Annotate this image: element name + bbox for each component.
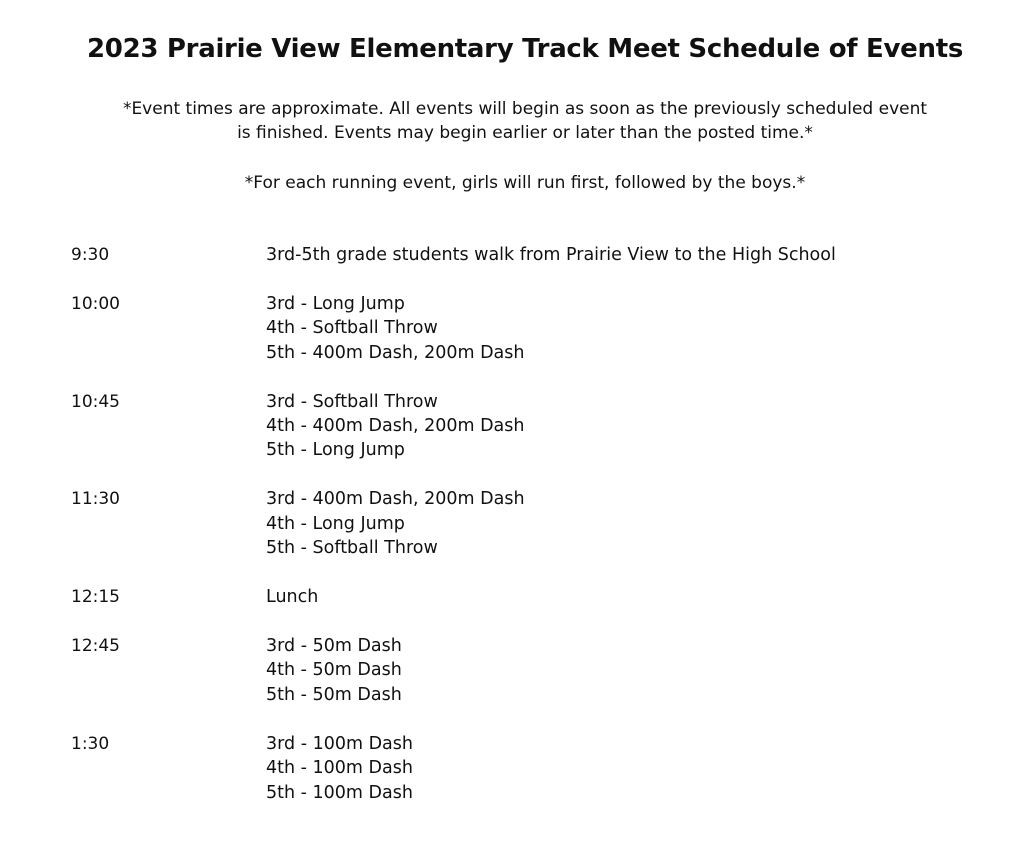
- event-item: 3rd - 50m Dash: [266, 635, 402, 656]
- slot-events: [266, 634, 971, 707]
- page-title: 2023 Prairie View Elementary Track Meet Schedule of Events: [87, 34, 963, 64]
- event-item: 3rd - Softball Throw: [266, 391, 438, 412]
- event-item: 5th - Softball Throw: [266, 538, 438, 559]
- timing-note-line-2: is finished. Events may begin earlier or later than the posted time.*: [237, 123, 813, 143]
- timing-note-line-1: *Event times are approximate. All events will begin as soon as the previously scheduled event: [122, 99, 928, 119]
- slot-events: [266, 292, 971, 365]
- schedule-slot: [71, 634, 971, 707]
- event-item: Lunch: [266, 587, 319, 608]
- schedule-slot: [71, 487, 971, 560]
- event-item: 3rd - 400m Dash, 200m Dash: [266, 489, 525, 510]
- schedule-list: [71, 243, 971, 829]
- event-item: 4th - 100m Dash: [266, 758, 413, 779]
- timing-note: [60, 97, 990, 145]
- slot-time: 10:45: [71, 391, 120, 412]
- slot-events: [266, 585, 971, 609]
- event-item: 5th - 100m Dash: [266, 782, 413, 803]
- slot-time: 9:30: [71, 245, 110, 265]
- event-item: 5th - 400m Dash, 200m Dash: [266, 342, 525, 363]
- schedule-slot: [71, 585, 971, 609]
- event-item: 3rd - 100m Dash: [266, 733, 413, 754]
- event-item: 5th - Long Jump: [266, 440, 405, 461]
- event-item: 4th - 50m Dash: [266, 660, 402, 681]
- event-item: 3rd - Long Jump: [266, 293, 405, 314]
- schedule-slot: [71, 732, 971, 805]
- event-item: 3rd-5th grade students walk from Prairie View to the High School: [266, 245, 836, 265]
- slot-time: 1:30: [71, 733, 110, 754]
- schedule-slot: [71, 390, 971, 463]
- slot-time: 10:00: [71, 293, 120, 314]
- schedule-slot: [71, 292, 971, 365]
- schedule-slot: [71, 243, 971, 267]
- event-item: 4th - Long Jump: [266, 513, 405, 534]
- slot-time: 12:15: [71, 587, 120, 608]
- slot-events: [266, 390, 971, 463]
- slot-time: 11:30: [71, 489, 120, 510]
- running-order-note: *For each running event, girls will run first, followed by the boys.*: [244, 173, 806, 193]
- slot-events: [266, 243, 971, 267]
- slot-events: [266, 487, 971, 560]
- slot-time: 12:45: [71, 635, 120, 656]
- slot-events: [266, 732, 971, 805]
- event-item: 4th - 400m Dash, 200m Dash: [266, 416, 525, 437]
- event-item: 4th - Softball Throw: [266, 318, 438, 339]
- event-item: 5th - 50m Dash: [266, 684, 402, 705]
